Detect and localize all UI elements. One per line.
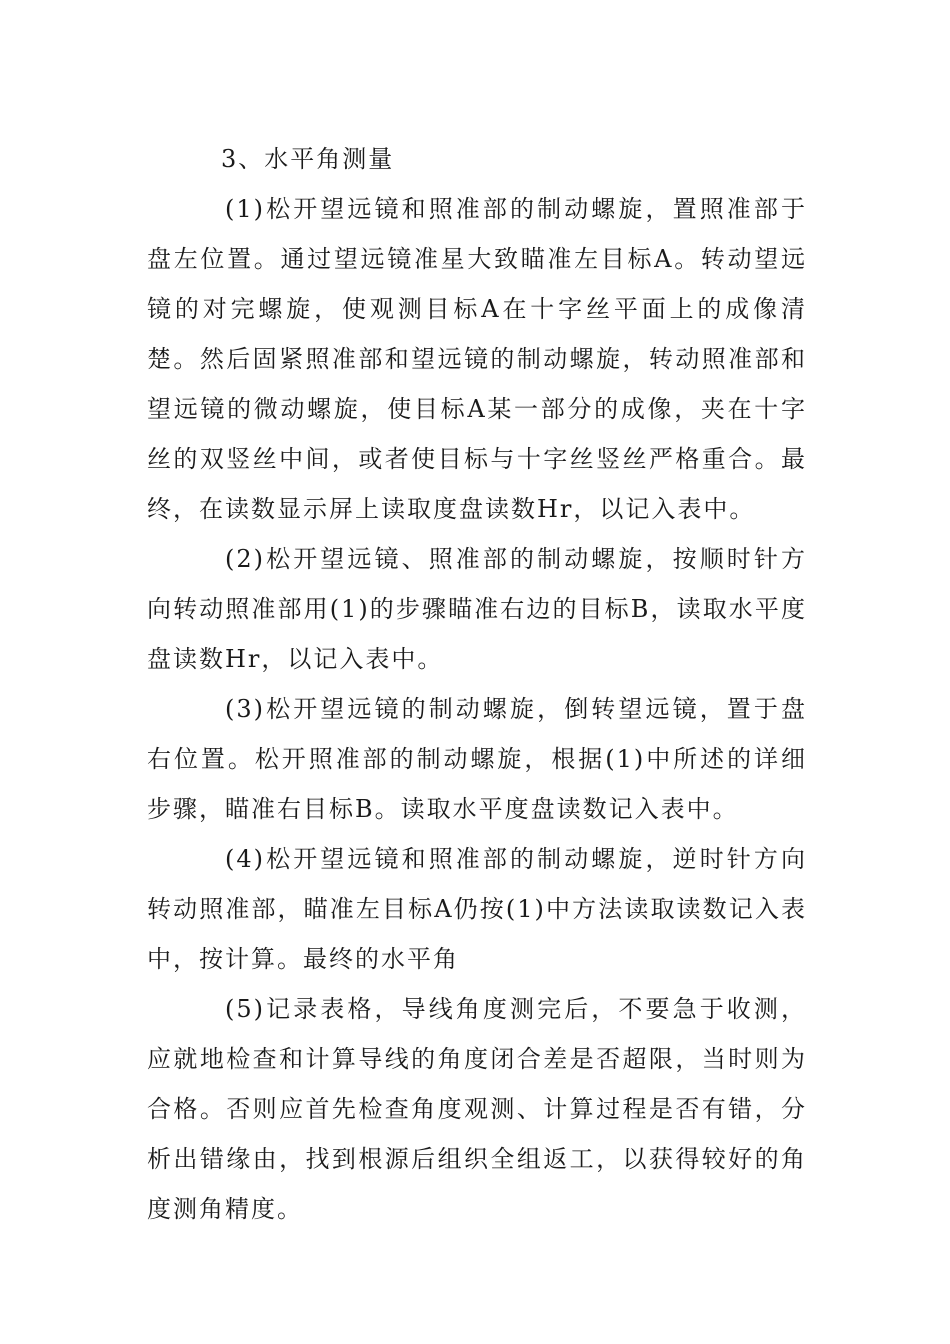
paragraph-step-1: (1)松开望远镜和照准部的制动螺旋，置照准部于盘左位置。通过望远镜准星大致瞄准左目标A。转动望远镜的对完螺旋，使观测目标A在十字丝平面上的成像清楚。然后固紧照准部和望远镜的制动螺旋，转动照准部和望远镜的微动螺旋，使目标A某一部分的成像，夹在十字丝的双竖丝中间，或者使目标与十字丝竖丝严格重合。最终，在读数显示屏上读取度盘读数Hr，以记入表中。 xyxy=(147,195,807,523)
paragraph-step-3: (3)松开望远镜的制动螺旋，倒转望远镜，置于盘右位置。松开照准部的制动螺旋，根据(1)中所述的详细步骤，瞄准右目标B。读取水平度盘读数记入表中。 xyxy=(147,695,807,823)
paragraph-step-4: (4)松开望远镜和照准部的制动螺旋，逆时针方向转动照准部，瞄准左目标A仍按(1)中方法读取读数记入表中，按计算。最终的水平角 xyxy=(147,845,807,973)
document-body xyxy=(147,134,807,1234)
section-heading: 3、水平角测量 xyxy=(221,145,395,173)
paragraph-step-5: (5)记录表格，导线角度测完后，不要急于收测，应就地检查和计算导线的角度闭合差是否超限，当时则为合格。否则应首先检查角度观测、计算过程是否有错，分析出错缘由，找到根源后组织全组返工，以获得较好的角度测角精度。 xyxy=(147,995,807,1223)
paragraph-step-2: (2)松开望远镜、照准部的制动螺旋，按顺时针方向转动照准部用(1)的步骤瞄准右边的目标B，读取水平度盘读数Hr，以记入表中。 xyxy=(147,545,807,673)
